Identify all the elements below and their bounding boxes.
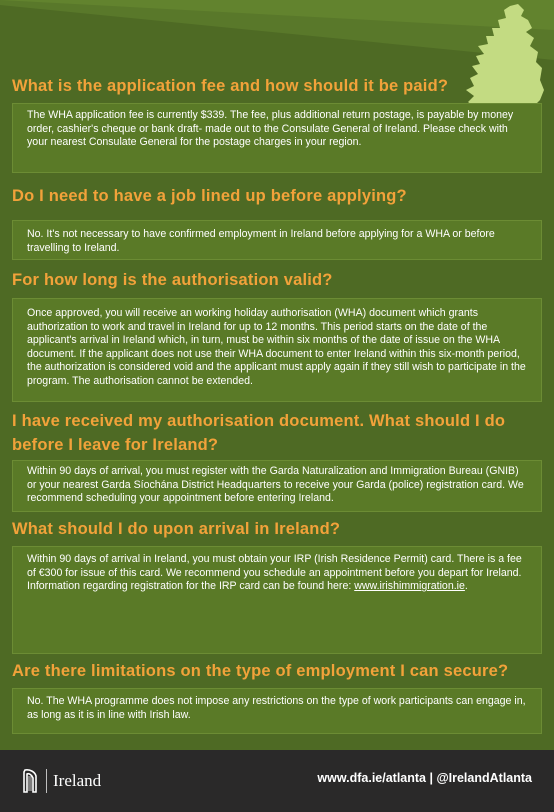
irishimmigration-link[interactable]: www.irishimmigration.ie [354,580,465,593]
faq-question-6: Are there limitations on the type of employment I can secure? [12,662,509,680]
footer [0,750,554,812]
faq-answer-text: The WHA application fee is currently $339. The fee, plus additional return postage, is payable by money order, cashier's cheque or bank draft- made out to the Consulate General of Ireland. Please check with your nearest Consulate General for the postage charges in your region. [27,109,514,149]
faq-answer-text [27,553,527,594]
faq-answer-1 [12,103,542,173]
faq-question-1: What is the application fee and how should it be paid? [12,77,449,95]
faq-question-4: I have received my authorisation document. What should I do before I leave for Ireland? [12,412,506,454]
faq-answer-5 [12,546,542,654]
faq-answer-4 [12,460,542,512]
faq-question-2: Do I need to have a job lined up before applying? [12,187,407,205]
faq-question-3: For how long is the authorisation valid? [12,271,333,289]
faq-answer-text: Within 90 days of arrival, you must register with the Garda Naturalization and Immigration Bureau (GNIB) or your nearest Garda Síochána District Headquarters to receive your Garda (police) registration card. We recommend scheduling your appointment before entering Ireland. [27,465,524,505]
footer-contact[interactable]: www.dfa.ie/atlanta | @IrelandAtlanta [317,771,532,785]
faq-answer-text: No. The WHA programme does not impose any restrictions on the type of work participants can engage in, as long as it is in line with Irish law. [27,695,526,721]
faq-answer-text-end: . [464,580,468,593]
faq-answer-2 [12,220,542,260]
faq-answer-text: No. It's not necessary to have confirmed employment in Ireland before applying for a WHA or before travelling to Ireland. [27,228,495,254]
brand-name: Ireland [53,771,102,790]
faq-answer-text: Once approved, you will receive an working holiday authorisation (WHA) document which grants authorization to work and travel in Ireland for up to 12 months. This period starts on the date of the applicant's arrival in Ireland which, in turn, must be within six months of the date of issue on the WHA document. If the applicant does not use their WHA document to enter Ireland within this six-month period, the authorization is considered void and the applicant must apply again if they still wish to participate in the program. The authorisation cannot be extended. [27,307,526,387]
faq-answer-text-body: Within 90 days of arrival in Ireland, you must obtain your IRP (Irish Residence Permit) card. There is a fee of €300 for issue of this card. We recommend you schedule an appointment before you depart for Ireland. Information regarding registration for the IRP card can be found here: [27,553,522,593]
harp-icon [22,768,38,794]
faq-answer-3 [12,298,542,402]
faq-question-5: What should I do upon arrival in Ireland? [12,520,341,538]
faq-answer-6 [12,688,542,734]
ireland-logo [22,767,101,795]
logo-divider [46,769,47,793]
